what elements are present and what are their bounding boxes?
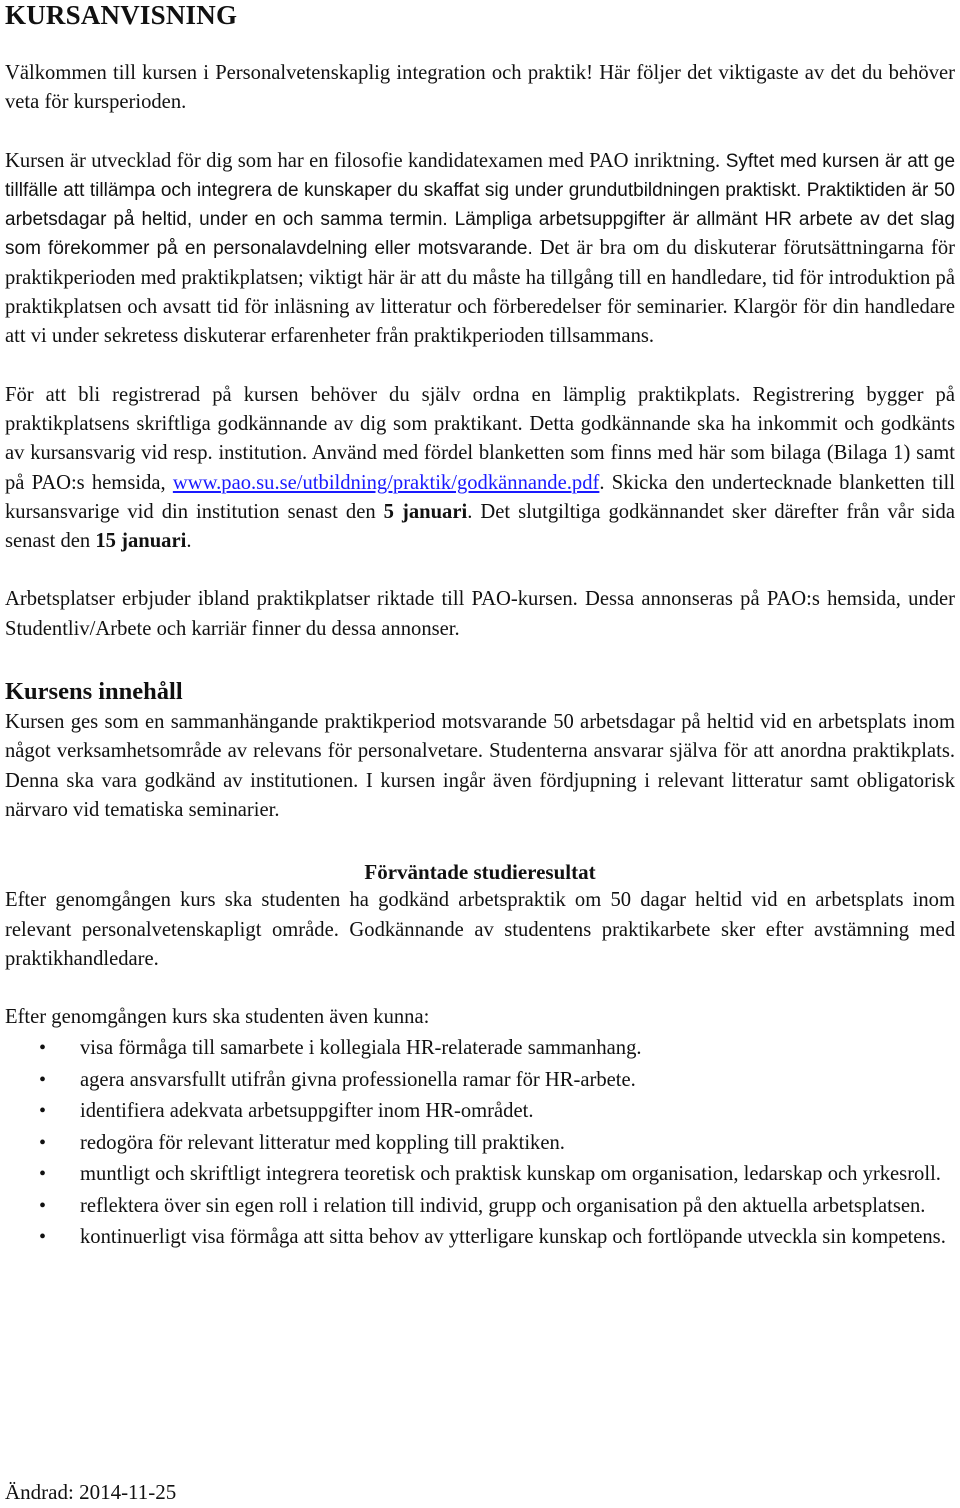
- document-page: [5, 0, 955, 1255]
- welcome-paragraph: Välkommen till kursen i Personalvetenskaplig integration och praktik! Här följer det viktigaste av det du behöver veta för kursperioden.: [5, 62, 955, 114]
- about-paragraph: [5, 147, 955, 352]
- outcome-text: visa förmåga till samarbete i kollegiala HR-relaterade sammanhang.: [80, 1037, 642, 1060]
- registration-paragraph: [5, 381, 955, 557]
- bullet-icon: •: [39, 1131, 47, 1154]
- approval-form-link[interactable]: www.pao.su.se/utbildning/praktik/godkännande.pdf: [172, 471, 600, 494]
- deadline-date-2: 15 januari: [95, 530, 187, 553]
- results-heading: Förväntade studieresultat: [364, 860, 596, 885]
- content-heading: Kursens innehåll: [5, 678, 183, 706]
- outcome-text: agera ansvarsfullt utifrån givna professionella ramar för HR-arbete.: [80, 1068, 636, 1091]
- outcome-item: [5, 1066, 955, 1096]
- deadline-date-1: 5 januari: [383, 500, 468, 523]
- outcome-item: [5, 1097, 955, 1127]
- bullet-icon: •: [39, 1037, 47, 1060]
- bullet-icon: •: [39, 1226, 47, 1249]
- document-title: KURSANVISNING: [5, 0, 238, 30]
- outcome-text: muntligt och skriftligt integrera teoretisk och praktisk kunskap om organisation, ledarskap och yrkesroll.: [80, 1163, 941, 1186]
- bullet-icon: •: [39, 1100, 47, 1123]
- about-sentence-2: Syftet med kursen är att ge tillfälle att tillämpa och integrera de kunskaper du skaffat sig under grundutbildningen praktiskt. Praktiktiden är 50 arbetsdagar på heltid, under en och samma termin. Lämpliga arbetsuppgifter är allmänt HR arbete av det slag som förekommer på en personalavdelning eller motsvarande.: [5, 150, 956, 260]
- content-paragraph: Kursen ges som en sammanhängande praktikperiod motsvarande 50 arbetsdagar på heltid vid en arbetsplats inom något verksamhetsområde av relevans för personalvetare. Studenterna ansvarar själva för att anordna praktikplats. Denna ska vara godkänd av institutionen. I kursen ingår även fördjupning i relevant litteratur samt obligatorisk närvaro vid tematiska seminarier.: [5, 711, 955, 821]
- registration-text-3: . Det slutgiltiga godkännandet sker därefter från vår sida senast den: [5, 500, 955, 553]
- bullet-icon: •: [39, 1163, 47, 1186]
- outcome-item: [5, 1034, 955, 1064]
- outcome-item: [5, 1129, 955, 1159]
- registration-text-4: .: [186, 530, 192, 553]
- about-sentence-3: Det är bra om du diskuterar förutsättningarna för praktikperioden med praktikplatsen; viktigt här är att du måste ha tillgång till en handledare, tid för introduktion på praktikplatsen och avsatt tid för inläsning av litteratur och förberedelser för seminarier. Klargör för din handledare att vi under sekretess diskuterar erfarenheter från praktikperioden tillsammans.: [5, 237, 955, 348]
- outcomes-intro: Efter genomgången kurs ska studenten även kunna:: [5, 1006, 430, 1029]
- modified-date-footer: Ändrad: 2014-11-25: [5, 1480, 177, 1504]
- outcome-item: [5, 1223, 955, 1253]
- registration-text-1: För att bli registrerad på kursen behöver du själv ordna en lämplig praktikplats. Registrering bygger på praktikplatsens skriftliga godkännande av dig som praktikant. Detta godkännande ska ha inkommit och godkänts av kursansvarig vid resp. institution. Använd med fördel blanketten som finns med här som bilaga (Bilaga 1) samt på PAO:s hemsida,: [5, 383, 955, 494]
- outcome-text: reflektera över sin egen roll i relation till individ, grupp och organisation på den aktuella arbetsplatsen.: [80, 1194, 926, 1217]
- outcome-item: [5, 1160, 955, 1190]
- outcome-text: kontinuerligt visa förmåga att sitta behov av ytterligare kunskap och fortlöpande utveckla sin kompetens.: [80, 1226, 946, 1249]
- outcome-text: redogöra för relevant litteratur med koppling till praktiken.: [80, 1131, 565, 1154]
- about-sentence-1: Kursen är utvecklad för dig som har en filosofie kandidatexamen med PAO inriktning.: [5, 149, 721, 172]
- results-paragraph: Efter genomgången kurs ska studenten ha godkänd arbetspraktik om 50 dagar heltid vid en arbetsplats inom relevant personalvetenskapligt område. Godkännande av studentens praktikarbete sker efter avstämning med praktikhandledare.: [5, 889, 955, 970]
- bullet-icon: •: [39, 1194, 47, 1217]
- outcome-text: identifiera adekvata arbetsuppgifter inom HR-området.: [80, 1100, 534, 1123]
- bullet-icon: •: [39, 1068, 47, 1091]
- jobs-paragraph: Arbetsplatser erbjuder ibland praktikplatser riktade till PAO-kursen. Dessa annonseras på PAO:s hemsida, under Studentliv/Arbete och karriär finner du dessa annonser.: [5, 588, 955, 640]
- outcome-item: [5, 1192, 955, 1222]
- registration-text-2: . Skicka den undertecknade blanketten till kursansvarige vid din institution senast den: [5, 471, 956, 523]
- outcomes-list: [5, 1034, 955, 1253]
